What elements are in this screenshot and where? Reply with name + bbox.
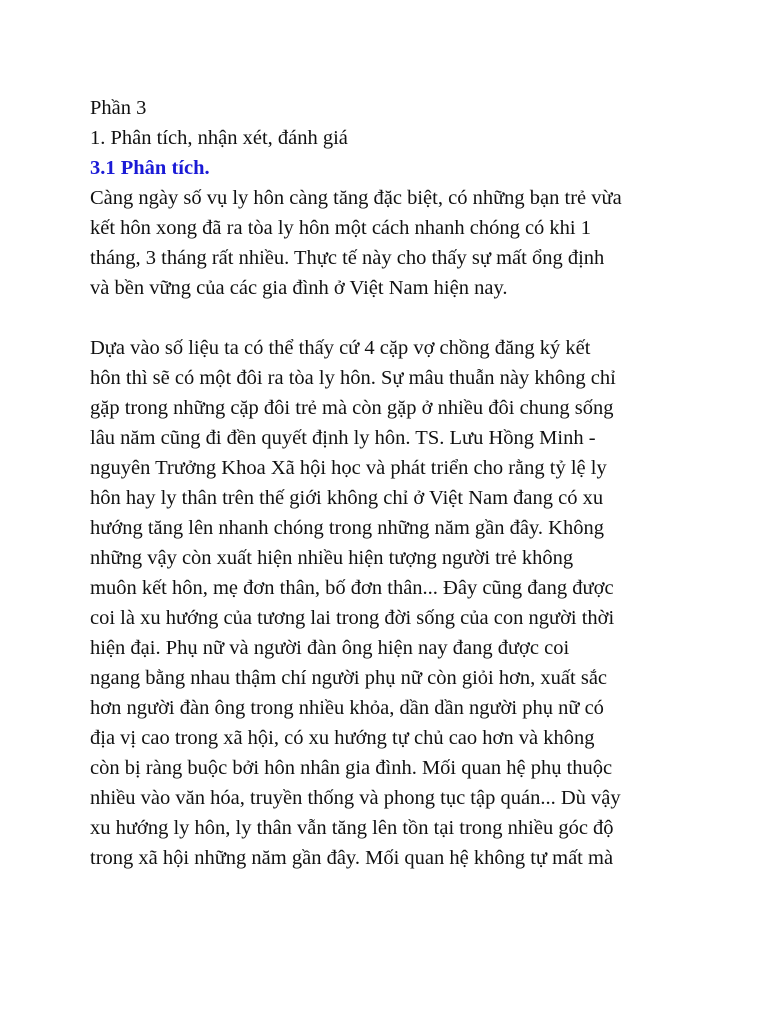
- paragraph-line: coi là xu hướng của tương lai trong đời sống của con người thời: [90, 607, 615, 629]
- part-title: Phần 3: [90, 97, 147, 119]
- paragraph-line: gặp trong những cặp đôi trẻ mà còn gặp ở nhiều đôi chung sống: [90, 397, 614, 419]
- paragraph-gap: [90, 303, 690, 333]
- paragraph-line: còn bị ràng buộc bởi hôn nhân gia đình. Mối quan hệ phụ thuộc: [90, 757, 613, 779]
- document-page: [90, 93, 690, 873]
- paragraph-line: hôn thì sẽ có một đôi ra tòa ly hôn. Sự mâu thuẫn này không chỉ: [90, 367, 616, 389]
- paragraph-line: hướng tăng lên nhanh chóng trong những năm gần đây. Không: [90, 517, 604, 539]
- paragraph-line: địa vị cao trong xã hội, có xu hướng tự chủ cao hơn và không: [90, 727, 595, 749]
- paragraph-line: và bền vững của các gia đình ở Việt Nam hiện nay.: [90, 277, 508, 299]
- section-title: 1. Phân tích, nhận xét, đánh giá: [90, 127, 348, 149]
- paragraph-line: nhiều vào văn hóa, truyền thống và phong tục tập quán... Dù vậy: [90, 787, 621, 809]
- paragraph-line: lâu năm cũng đi đền quyết định ly hôn. TS. Lưu Hồng Minh -: [90, 427, 596, 449]
- paragraph-line: hôn hay ly thân trên thế giới không chỉ ở Việt Nam đang có xu: [90, 487, 604, 509]
- paragraph-line: Dựa vào số liệu ta có thể thấy cứ 4 cặp vợ chồng đăng ký kết: [90, 337, 591, 359]
- paragraph-2: [90, 333, 690, 873]
- paragraph-1: [90, 183, 690, 303]
- paragraph-line: hiện đại. Phụ nữ và người đàn ông hiện nay đang được coi: [90, 637, 570, 659]
- paragraph-line: muôn kết hôn, mẹ đơn thân, bố đơn thân... Đây cũng đang được: [90, 577, 614, 599]
- paragraph-line: tháng, 3 tháng rất nhiều. Thực tế này cho thấy sự mất ổng định: [90, 247, 605, 269]
- paragraph-line: ngang bằng nhau thậm chí người phụ nữ còn giỏi hơn, xuất sắc: [90, 667, 608, 689]
- paragraph-line: Càng ngày số vụ ly hôn càng tăng đặc biệt, có những bạn trẻ vừa: [90, 187, 622, 209]
- paragraph-line: kết hôn xong đã ra tòa ly hôn một cách nhanh chóng có khi 1: [90, 217, 591, 239]
- paragraph-line: nguyên Trưởng Khoa Xã hội học và phát triển cho rằng tỷ lệ ly: [90, 457, 607, 479]
- paragraph-line: trong xã hội những năm gần đây. Mối quan hệ không tự mất mà: [90, 847, 614, 869]
- paragraph-line: xu hướng ly hôn, ly thân vẫn tăng lên tồn tại trong nhiều góc độ: [90, 817, 614, 839]
- paragraph-line: hơn người đàn ông trong nhiều khỏa, dần dần người phụ nữ có: [90, 697, 604, 719]
- subsection-title: 3.1 Phân tích.: [90, 157, 210, 179]
- paragraph-line: những vậy còn xuất hiện nhiều hiện tượng người trẻ không: [90, 547, 574, 569]
